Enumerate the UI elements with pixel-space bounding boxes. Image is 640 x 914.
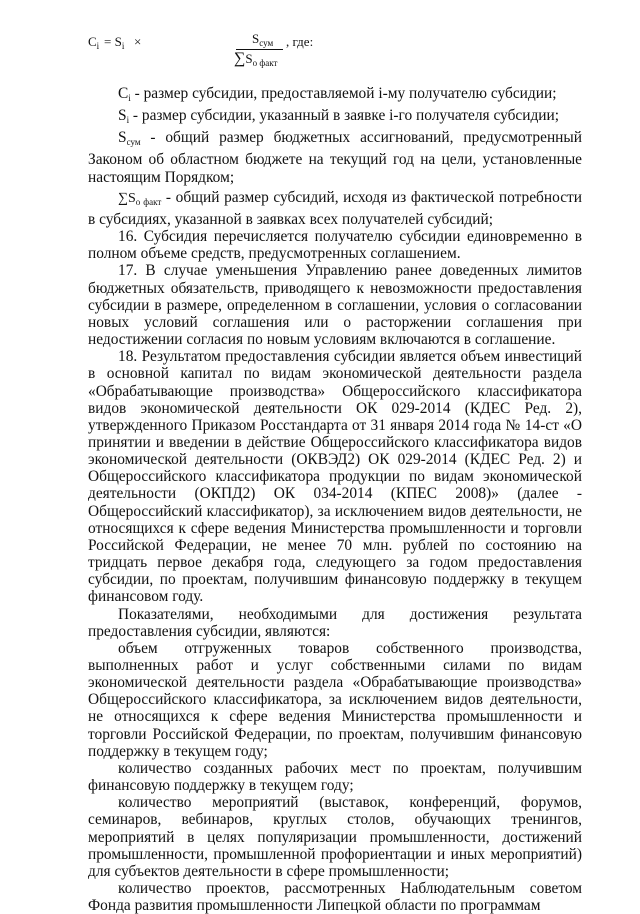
indicator-shipped-goods: объем отгруженных товаров собственного производства, выполненных работ и услуг собственными силами по видам экономической деятельности раздела «Обрабатывающие производства» Общероссийского классификатора, за исключением видов деятельности, не относящихся к сфере ведения Министерства промышленности и торговли Российской Федерации, по проектам, получившим финансовую поддержку в текущем году;	[88, 639, 582, 760]
definition-ssum: $S_{сум}$ - общий размер бюджетных ассигнований, предусмотренный Законом об областном бюджете на текущий год на цели, установленные настоящим Порядком;	[88, 129, 582, 186]
formula-lhs: $C_i$	[88, 34, 100, 51]
paragraph-17: 17. В случае уменьшения Управлению ранее доведенных лимитов бюджетных обязательств, приводящего к невозможности предоставления субсидии в размере, определенном в соглашении, условия о согласовании новых условий соглашения или о расторжении соглашения при недостижении согласия по новым условиям включаются в соглашение.	[88, 262, 582, 349]
subsidy-formula	[88, 22, 314, 68]
indicators-intro: Показателями, необходимыми для достижения результата предоставления субсидии, являются:	[88, 605, 582, 640]
paragraph-18: 18. Результатом предоставления субсидии является объем инвестиций в основной капитал по видам экономической деятельности раздела «Обрабатывающие производства» Общероссийского классификатора видов экономической деятельности ОК 029-2014 (КДЕС Ред. 2), утвержденного Приказом Росстандарта от 31 января 2014 года № 14-ст «О принятии и введении в действие Общероссийского классификатора видов экономической деятельности (ОКВЭД2) ОК 029-2014 (КДЕС Ред. 2) и Общероссийского классификатора продукции по видам экономической деятельности (ОКПД2) ОК 034-2014 (КПЕС 2008)» (далее - Общероссийский классификатор), за исключением видов деятельности, не относящихся к сфере ведения Министерства промышленности и торговли Российской Федерации, не менее 70 млн. рублей по состоянию на тридцать первое декабря года, следующего за годом предоставления субсидии, по проектам, получившим финансовую поддержку в текущем финансовом году.	[88, 348, 582, 606]
definition-sigma-sfact: $\sum S_{о факт}$ - общий размер субсидий, исходя из фактической потребности в субсидиях, указанной в заявках всех получателей субсидий;	[88, 188, 583, 228]
indicator-jobs: количество созданных рабочих мест по проектам, получившим финансовую поддержку в текущем году;	[88, 759, 582, 795]
formula-times: ×	[134, 34, 142, 49]
formula-tail: , где:	[286, 34, 314, 49]
paragraph-16: 16. Субсидия перечисляется получателю субсидии единовременно в полном объеме средств, предусмотренных соглашением.	[88, 228, 582, 263]
body-text	[88, 85, 582, 914]
indicator-events: количество мероприятий (выставок, конференций, форумов, семинаров, вебинаров, круглых столов, обучающих тренингов, мероприятий в целях популяризации промышленности, достижений промышленности, промышленной профориентации и иных мероприятий) для субъектов деятельности в сфере промышленности;	[88, 794, 582, 880]
formula-numerator: $S_{сум}$	[252, 31, 274, 48]
indicator-projects: количество проектов, рассмотренных Наблюдательным советом Фонда развития промышленности Липецкой области по программам	[88, 880, 582, 914]
definition-ci: $C_i$ - размер субсидии, предоставляемой i-му получателю субсидии;	[118, 85, 557, 103]
formula-si: = $S_i$	[104, 34, 125, 51]
definition-si: $S_i$ - размер субсидии, указанный в заявке i-го получателя субсидии;	[118, 107, 560, 126]
formula-denominator: $\sum S_{о факт}$	[234, 50, 278, 68]
